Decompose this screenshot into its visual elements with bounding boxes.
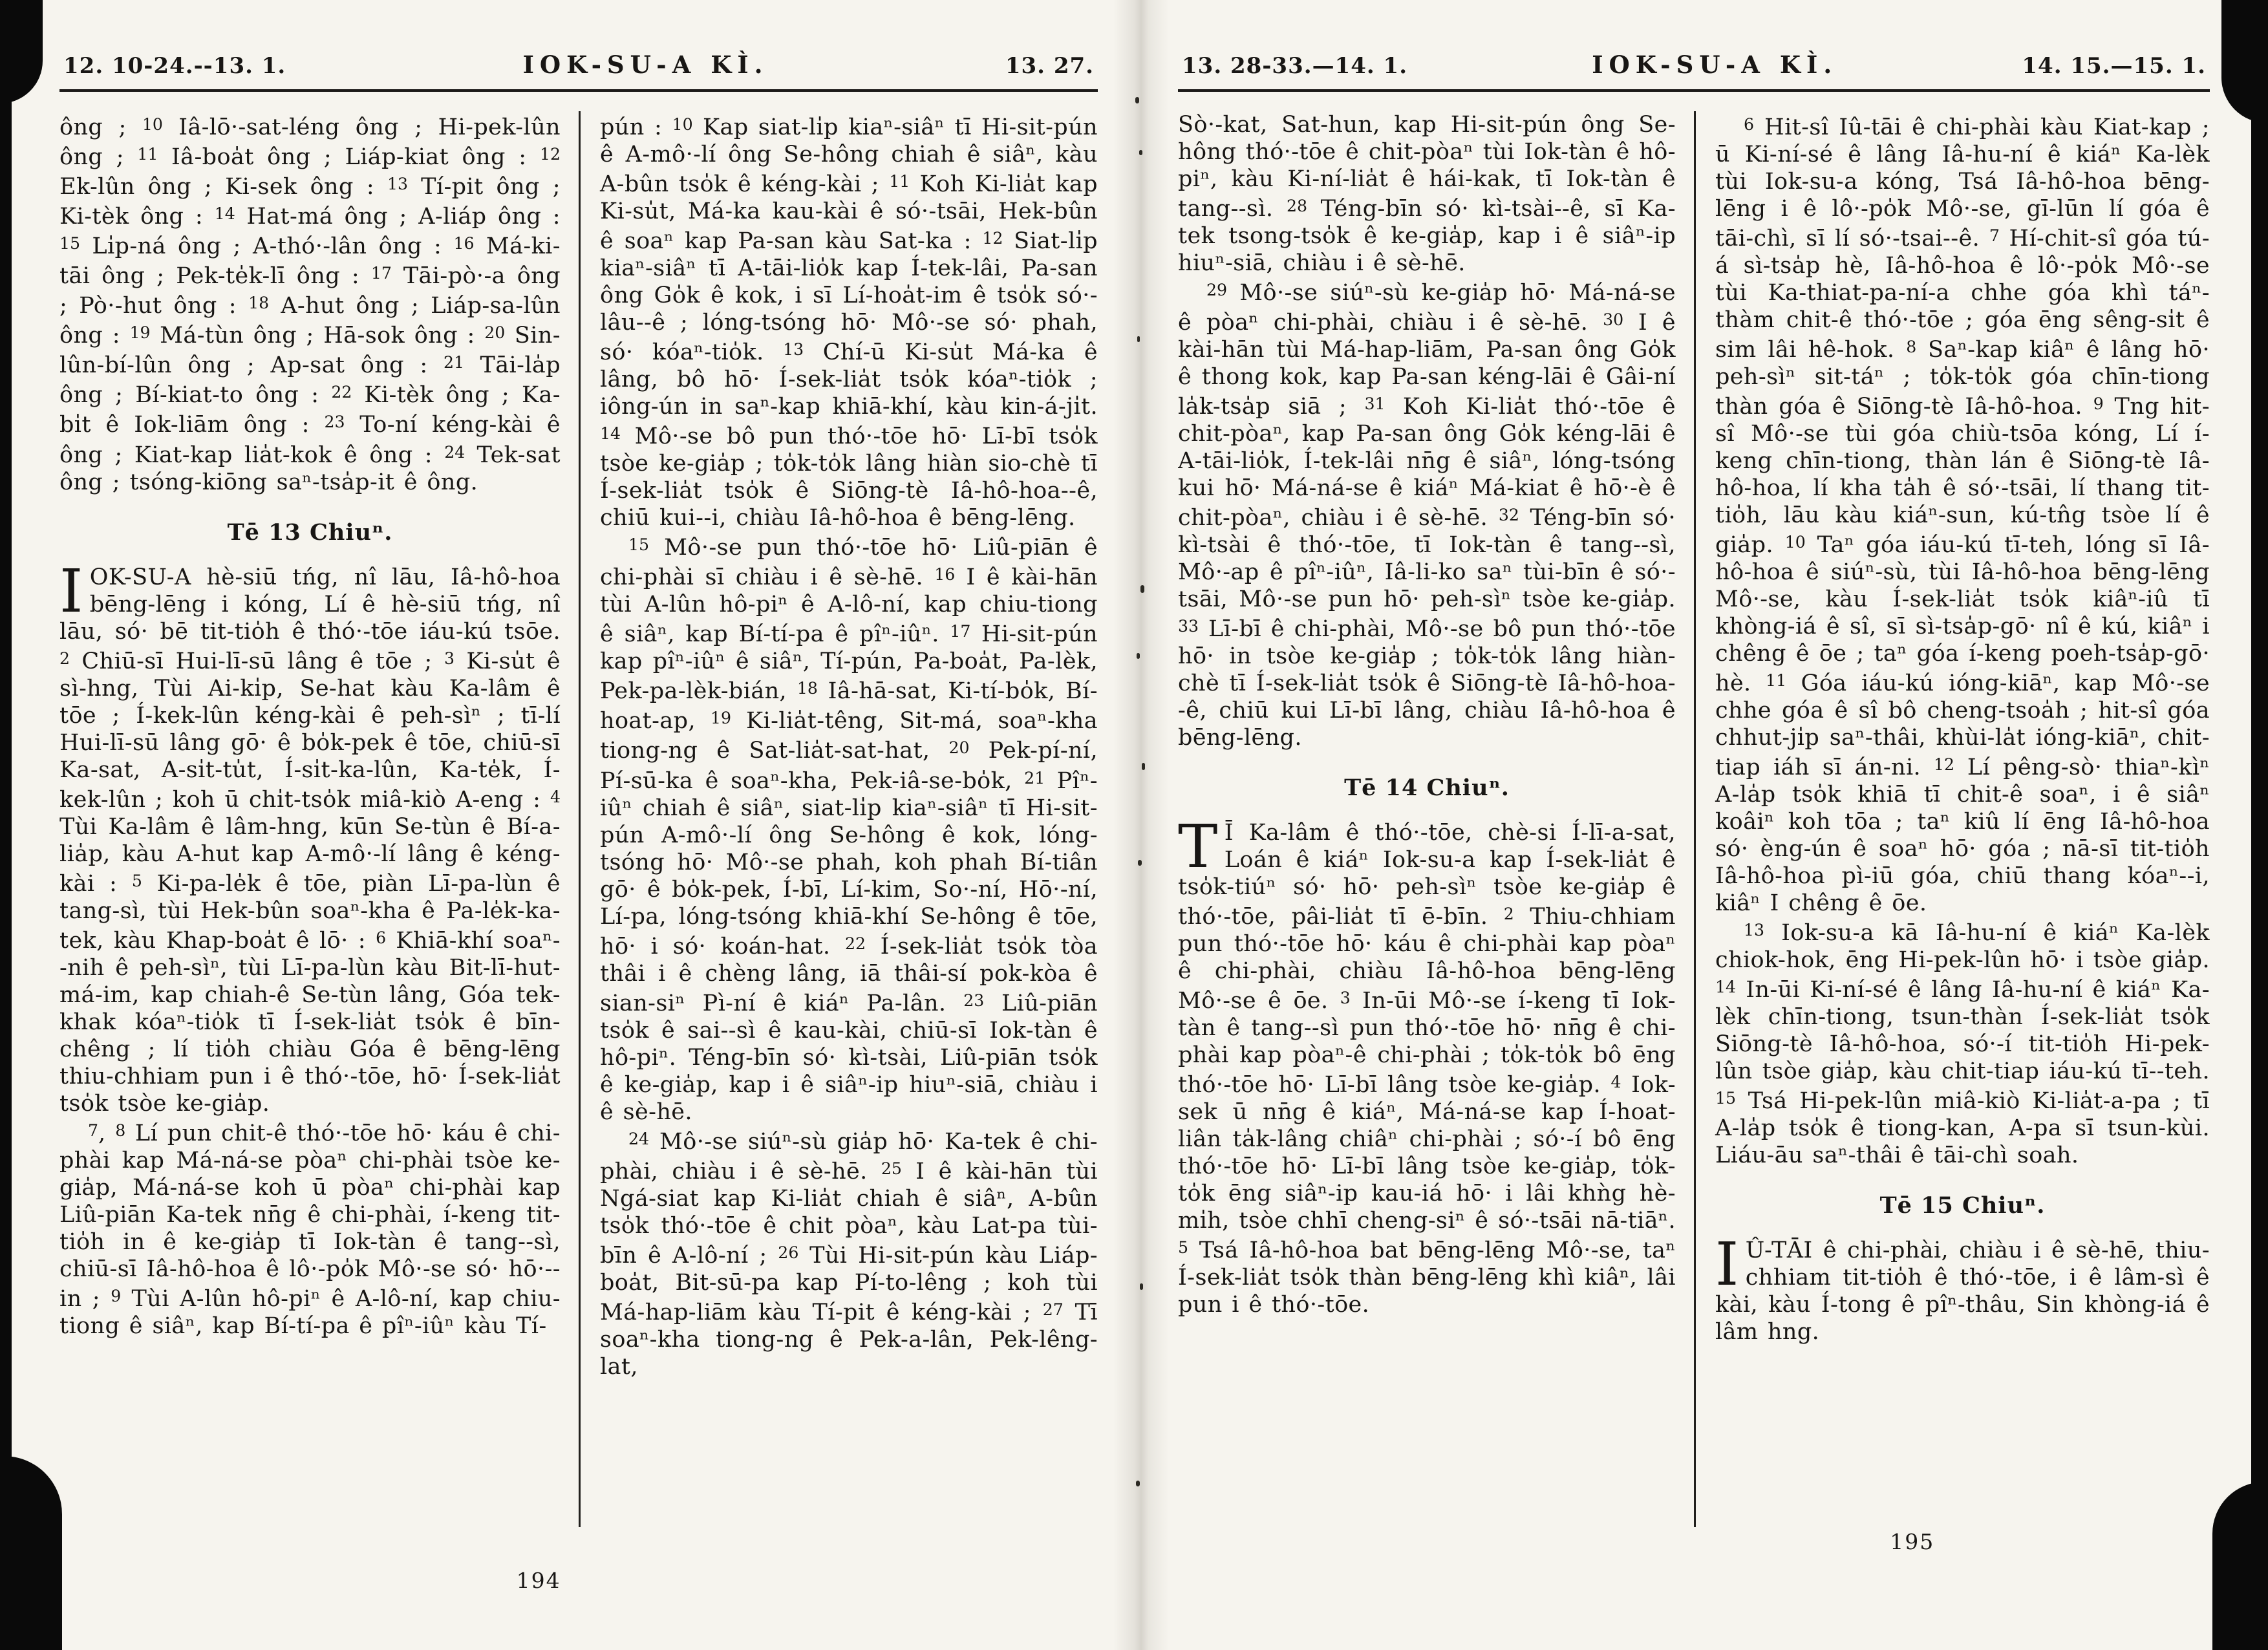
- verse-number: 15: [59, 234, 81, 253]
- verse-number: 15: [1715, 1089, 1737, 1108]
- verse-number: 7: [1989, 226, 2000, 246]
- chapter-heading: Tē 15 Chiuⁿ.: [1879, 1192, 2046, 1219]
- left-page: [59, 34, 1098, 1622]
- scan-corner-bottom-left: [0, 1456, 62, 1650]
- verse-number: 25: [881, 1159, 902, 1178]
- verse-number: 4: [1610, 1073, 1621, 1092]
- chapter-heading: Tē 13 Chiuⁿ.: [227, 519, 393, 546]
- left-page-column-1: [59, 111, 579, 1527]
- verse-number: 12: [982, 229, 1003, 248]
- left-page-header: [59, 34, 1098, 92]
- verse-number: 14: [600, 424, 621, 444]
- verse-number: 23: [963, 991, 985, 1010]
- verse-number: 21: [1024, 768, 1045, 788]
- chapter-opening-paragraph: T Ī Ka-lâm ê thó·-tōe, chè-si Í-lī-a-sat, Loán ê kiáⁿ Iok-su-a kap Í-sek-lia̍t ê tso̍k-tiúⁿ só· hō· peh-sìⁿ tsòe ke-gia̍p ê thó·-tōe, pâi-lia̍t tī ē-bīn. $^2$ Thiu-chhiam pun thó·-tōe hō· káu ê chi-phài kap pòaⁿ ê chi-phài, chiàu Iâ-hô-hoa bēng-lēng Mô·-se ê ōe. $^3$ In-ūi Mô·-se í-keng tī Iok-tàn ê tang--sì pun thó·-tōe hō· nn̄g ê chi-phài kap pòaⁿ-ê chi-phài ; to̍k-to̍k bô ēng thó·-tōe hō· Lī-bī lâng tsòe ke-gia̍p. $^4$ Iok-sek ū nn̄g ê kiáⁿ, Má-ná-se kap Í-hoat-liân ta̍k-lâng chiâⁿ chi-phài ; só·-í bô ēng thó·-tōe hō· Lī-bī lâng tsòe ke-gia̍p, to̍k-to̍k ēng siâⁿ-ip kau-iá hō· i lâi khǹg hè-mi̍h, tsòe chhī cheng-siⁿ ê só·-tsāi nā-tiāⁿ. $^5$ Tsá Iâ-hô-hoa bat bēng-lēng Mô·-se, taⁿ Í-sek-lia̍t tso̍k thàn bēng-lēng khì kiâⁿ, lâi pun i ê thó·-tōe.: [1178, 812, 1676, 1318]
- verse-number: 12: [1933, 755, 1955, 775]
- verse-number: 10: [142, 115, 163, 134]
- chapter-opening-paragraph: I Û-TĀI ê chi-phài, chiàu i ê sè-hē, thiu-chhiam tit-tio̍h ê thó·-tōe, i ê lâm-sì ê kài, kàu Í-tong ê pîⁿ-thâu, Sin khòng-iá ê lâm hng.: [1715, 1230, 2210, 1345]
- verse-number: 26: [778, 1243, 799, 1262]
- verse-number: 16: [934, 565, 956, 584]
- verse-number: 19: [710, 709, 731, 728]
- verse-number: 11: [889, 172, 910, 191]
- verse-number: 27: [1042, 1300, 1064, 1319]
- book-title: IOK-SU-A KÌ.: [1592, 50, 1838, 79]
- scan-speck: [1140, 585, 1144, 593]
- paragraph: $^6$ Hit-sî Iû-tāi ê chi-phài kàu Kiat-kap ; ū Ki-ní-sé ê lâng Iâ-hu-ní ê kiáⁿ Ka-lèk tùi Iok-su-a kóng, Tsá Iâ-hô-hoa bēng-lēng i ê lô·-po̍k Mô·-se, gī-lūn lí góa ê tāi-chì, sī lí só·-tsai--ê. $^7$ Hí-chit-sî góa tú-á sì-tsa̍p hè, Iâ-hô-hoa ê lô·-po̍k Mô·-se tùi Ka-thiat-pa-ní-a chhe góa khì táⁿ-thàm chit-ê thó·-tōe ; góa ēng sêng-si̍t ê sim lâi hê-hok. $^8$ Saⁿ-kap kiâⁿ ê lâng hō· peh-sìⁿ sit-táⁿ ; to̍k-to̍k góa chīn-tiong thàn góa ê Siōng-tè Iâ-hô-hoa. $^9$ Tng hit-sî Mô·-se tùi góa chiù-tsōa kóng, Lí í-keng chīn-tiong, thàn lán ê Siōng-tè Iâ-hô-hoa, lí kha ta̍h ê só·-tsāi, lí thang tit-tio̍h, lāu kàu kiáⁿ-sun, kú-tn̂g tsòe lí ê gia̍p. $^{10}$ Taⁿ góa iáu-kú tī-teh, lóng sī Iâ-hô-hoa ê siúⁿ-sù, tùi Iâ-hô-hoa bēng-lēng Mô·-se, kàu Í-sek-lia̍t tso̍k kiâⁿ-iû tī khòng-iá ê sî, sī sì-tsa̍p-gō· nî ê kú, kiâⁿ i chêng ê ōe ; taⁿ góa í-keng poeh-tsa̍p-gō· hè. $^{11}$ Góa iáu-kú ióng-kiāⁿ, kap Mô·-se chhe góa ê sî bô cheng-tsoa̍h ; hit-sî góa chhut-ji̍p saⁿ-thâi, khùi-la̍t ióng-kiāⁿ, chit-tiap iáh sī án-ni. $^{12}$ Lí pêng-sò· thiaⁿ-kìⁿ A-la̍p tso̍k khiā tī chit-ê soaⁿ, i ê siâⁿ koâiⁿ koh tōa ; taⁿ kiû lí ēng Iâ-hô-hoa só· èng-ún ê soaⁿ hō· góa ; nā-sī tit-tio̍h Iâ-hô-hoa pì-iū góa, chiū thang kóaⁿ--i, kiâⁿ I chêng ê ōe.: [1715, 114, 2210, 917]
- drop-cap: T: [1178, 812, 1218, 882]
- paragraph: pún : $^{10}$ Kap siat-li̍p kiaⁿ-siâⁿ tī Hi-sit-pún ê A-mô·-lí ông Se-hông chiah ê siâⁿ, kàu A-bûn tso̍k ê kéng-kài ; $^{11}$ Koh Ki-lia̍t kap Ki-su̍t, Má-ka kau-kài ê só·-tsāi, Hek-bûn ê soaⁿ kap Pa-san kàu Sat-ka : $^{12}$ Siat-li̍p kiaⁿ-siâⁿ tī A-tāi-lio̍k kap Í-tek-lâi, Pa-san ông Go̍k ê kok, i sī Lí-hoa̍t-im ê tso̍k só·-lâu--ê ; lóng-tsóng hō· Mô·-se só· phah, só· kóaⁿ-tio̍k. $^{13}$ Chí-ū Ki-su̍t Má-ka ê lâng, bô hō· Í-sek-lia̍t tso̍k kóaⁿ-tio̍k ; iông-ún in saⁿ-kap khiā-khí, kàu kin-á-ji̍t. $^{14}$ Mô·-se bô pun thó·-tōe hō· Lī-bī tso̍k tsòe ke-gia̍p ; to̍k-to̍k lâng hiàn sio-chè tī Í-sek-lia̍t tso̍k ê Siōng-tè Iâ-hô-hoa--ê, chiū kui--i, chiàu Iâ-hô-hoa ê bēng-lēng.: [600, 114, 1098, 531]
- verse-number: 7: [88, 1120, 99, 1140]
- verse-number: 18: [248, 294, 270, 313]
- paragraph: $^{29}$ Mô·-se siúⁿ-sù ke-gia̍p hō· Má-ná-se ê pòaⁿ chi-phài, chiàu i ê sè-hē. $^{30}$ I ê kài-hān tùi Má-hap-liām, Pa-san ông Go̍k ê thong kok, kap Pa-san kéng-lāi ê Gâi-ní la̍k-tsa̍p siā ; $^{31}$ Koh Ki-lia̍t thó·-tōe ê chit-pòaⁿ, kap Pa-san ông Go̍k kéng-lāi ê A-tāi-lio̍k, Í-tek-lâi nn̄g ê siâⁿ, lóng-tsóng kui hō· Má-ná-se ê kiáⁿ Má-kiat ê hō·-è ê chit-pòaⁿ, chiàu i ê sè-hē. $^{32}$ Téng-bīn só· kì-tsài ê thó·-tōe, tī Iok-tàn ê tang--sì, Mô·-ap ê pîⁿ-iûⁿ, Iâ-li-ko saⁿ tùi-bīn ê só·-tsāi, Mô·-se pun hō· peh-sìⁿ tsòe ke-gia̍p. $^{33}$ Lī-bī ê chi-phài, Mô·-se bô pun thó·-tōe hō· in tsòe ke-gia̍p ; to̍k-to̍k lâng hiàn-chè tī Í-sek-lia̍t tso̍k ê Siōng-tè Iâ-hô-hoa--ê, chiū kui Lī-bī lâng, chiàu Iâ-hô-hoa ê bēng-lēng.: [1178, 280, 1676, 751]
- verse-number: 11: [1766, 671, 1787, 691]
- verse-number: 28: [1287, 197, 1308, 215]
- page-gutter-shadow: [1113, 0, 1169, 1650]
- verse-number: 18: [797, 679, 818, 698]
- right-page-column-2: [1694, 111, 2210, 1527]
- verse-number: 8: [115, 1120, 126, 1140]
- verse-number: 32: [1498, 506, 1519, 525]
- verse-ref-left: 12. 10-24.--13. 1.: [63, 53, 286, 79]
- verse-number: 6: [1744, 115, 1755, 134]
- verse-number: 15: [628, 535, 650, 555]
- verse-number: 24: [628, 1129, 650, 1148]
- verse-number: 16: [453, 234, 475, 253]
- verse-number: 33: [1178, 617, 1199, 636]
- scan-speck: [1139, 150, 1142, 155]
- text-columns: [1178, 111, 2210, 1527]
- scan-speck: [1137, 336, 1140, 342]
- verse-number: 17: [950, 622, 971, 641]
- scan-edge-left: [0, 0, 12, 1650]
- scan-speck: [1136, 1481, 1140, 1486]
- verse-ref-right: 14. 15.—15. 1.: [2022, 53, 2206, 79]
- chapter-opening-paragraph: IOK-SU-A hè-siū tńg, nî lāu, Iâ-hô-hoa bēng-lēng i kóng, Lí ê hè-siū tńg, nî lāu, só· bē tit-tio̍h ê thó·-tōe iáu-kú tsōe. $^2$ Chiū-sī Hui-lī-sū lâng ê tōe ; $^3$ Ki-su̍t ê sì-hng, Tùi Ai-ki̍p, Se-hat kàu Ka-lâm ê tōe ; Í-kek-lûn kéng-kài ê peh-sìⁿ ; tī-lí Hui-lī-sū lâng gō· ê bo̍k-pek ê tōe, chiū-sī Ka-sat, A-si̍t-tu̍t, Í-si̍t-ka-lûn, Ka-te̍k, Í-kek-lûn ; koh ū chi̍t-tso̍k miâ-kiò A-eng : $^4$ Tùi Ka-lâm ê lâm-hng, kūn Se-tùn ê Bí-a-lia̍p, kàu A-hut kap A-mô·-lí lâng ê kéng-kài : $^5$ Ki-pa-le̍k ê tōe, piàn Lī-pa-lùn ê tang-sì, tùi Hek-bûn soaⁿ-kha ê Pa-le̍k-ka-tek, kàu Khap-boa̍t ê lō· : $^6$ Khiā-khí soaⁿ--nih ê peh-sìⁿ, tùi Lī-pa-lùn kàu Bit-lī-hut-má-im, kap chiah-ê Se-tùn lâng, Góa tek-khak kóaⁿ-tio̍k tī Í-sek-lia̍t tso̍k ê bīn-chêng ; lí tio̍h chiàu Góa ê bēng-lēng thiu-chhiam pun i ê thó·-tōe, hō· Í-sek-lia̍t tso̍k tsòe ke-gia̍p.: [59, 556, 561, 1117]
- verse-number: 24: [444, 442, 465, 462]
- scan-speck: [1140, 1283, 1143, 1290]
- right-page-column-1: [1178, 111, 1694, 1527]
- verse-number: 19: [129, 323, 151, 343]
- verse-ref-right: 13. 27.: [1005, 53, 1094, 79]
- drop-cap: I: [1715, 1230, 1739, 1300]
- verse-number: 3: [1340, 989, 1351, 1008]
- verse-number: 9: [2093, 394, 2104, 414]
- drop-cap: I: [59, 556, 83, 626]
- scan-edge-right: [2251, 0, 2268, 1650]
- verse-number: 6: [376, 928, 387, 947]
- paragraph: $^7$, $^8$ Lí pun chit-ê thó·-tōe hō· káu ê chi-phài kap Má-ná-se pòaⁿ chi-phài tsòe ke-gia̍p, Má-ná-se koh ū pòaⁿ chi-phài kap Liû-piān Ka-tek nn̄g ê chi-phài, í-keng tit-tio̍h in ê ke-gia̍p tī Iok-tàn ê tang--sì, chiū-sī Iâ-hô-hoa ê lô·-po̍k Mô·-se só· hō·--in ; $^9$ Tùi A-lûn hô-piⁿ ê A-lô-ní, kap chiu-tiong ê siâⁿ, kap Bí-tí-pa ê pîⁿ-iûⁿ kàu Tí-: [59, 1120, 561, 1339]
- verse-number: 8: [1906, 338, 1917, 357]
- paragraph: $^{24}$ Mô·-se siúⁿ-sù gia̍p hō· Ka-tek ê chi-phài, chiàu i ê sè-hē. $^{25}$ I ê kài-hān tùi Ngá-siat kap Ki-lia̍t chiah ê siâⁿ, A-bûn tso̍k thó·-tōe ê chit pòaⁿ, kàu Lat-pa tùi-bīn ê A-lô-ní ; $^{26}$ Tùi Hi-sit-pún kàu Liáp-boa̍t, Bit-sū-pa kap Pí-to-lêng ; koh tùi Má-hap-liām kàu Tí-pit ê kéng-kài ; $^{27}$ Tī soaⁿ-kha tiong-ng ê Pek-a-lân, Pek-lêng-lat,: [600, 1128, 1098, 1380]
- scan-corner-top-right: [2221, 0, 2268, 123]
- page-number: 194: [516, 1568, 561, 1593]
- verse-number: 29: [1206, 281, 1228, 300]
- verse-number: 30: [1603, 310, 1624, 330]
- verse-number: 10: [1784, 533, 1806, 552]
- verse-number: 20: [484, 323, 506, 343]
- verse-number: 2: [59, 648, 70, 668]
- verse-number: 17: [370, 264, 392, 283]
- verse-number: 13: [387, 175, 409, 194]
- verse-number: 31: [1364, 394, 1385, 414]
- paragraph: Sò·-kat, Sat-hun, kap Hi-sit-pún ông Se-hông thó·-tōe ê chit-pòaⁿ tùi Iok-tàn ê hô-piⁿ, kàu Ki-ní-lia̍t ê hái-kak, tī Iok-tàn ê tang--sì. $^{28}$ Téng-bīn só· kì-tsài--ê, sī Ka-tek tsong-tso̍k ê ke-gia̍p, kap i ê siâⁿ-ip hiuⁿ-siā, chiàu i ê sè-hē.: [1178, 112, 1676, 277]
- verse-number: 11: [137, 145, 158, 164]
- verse-number: 20: [948, 738, 970, 758]
- scan-speck: [1135, 97, 1139, 103]
- text-columns: [59, 111, 1098, 1527]
- verse-number: 23: [324, 412, 345, 432]
- scan-speck: [1137, 653, 1140, 659]
- verse-number: 13: [1744, 921, 1765, 940]
- verse-number: 13: [783, 340, 804, 359]
- verse-number: 12: [539, 145, 561, 164]
- right-page-header: [1178, 34, 2210, 92]
- page-number: 195: [1890, 1529, 1935, 1554]
- scan-speck: [1138, 860, 1142, 866]
- verse-number: 22: [331, 383, 352, 402]
- verse-ref-left: 13. 28-33.—14. 1.: [1182, 53, 1408, 79]
- verse-number: 14: [214, 204, 235, 224]
- paragraph: ông ; $^{10}$ Iâ-lō·-sat-léng ông ; Hi-pek-lûn ông ; $^{11}$ Iâ-boa̍t ông ; Liáp-kiat ông : $^{12}$ Ek-lûn ông ; Ki-sek ông : $^{13}$ Tí-pit ông ; Ki-tèk ông : $^{14}$ Hat-má ông ; A-liáp ông : $^{15}$ Li̍p-ná ông ; A-thó·-lân ông : $^{16}$ Má-ki-tāi ông ; Pek-te̍k-lī ông : $^{17}$ Tāi-pò·-a ông ; Pò·-hut ông : $^{18}$ A-hut ông ; Liáp-sa-lûn ông : $^{19}$ Má-tùn ông ; Hā-sok ông : $^{20}$ Sin-lûn-bí-lûn ông ; Ap-sat ông : $^{21}$ Tāi-la̍p ông ; Bí-kiat-to ông : $^{22}$ Ki-tèk ông ; Ka-bi̍t ê Iok-liām ông : $^{23}$ To-ní kéng-kài ê ông ; Kiat-kap lia̍t-kok ê ông : $^{24}$ Tek-sat ông ; tsóng-kiōng saⁿ-tsa̍p-it ê ông.: [59, 114, 561, 495]
- verse-number: 5: [1178, 1238, 1189, 1258]
- verse-number: 3: [444, 648, 455, 668]
- right-page: [1178, 34, 2210, 1622]
- paragraph: $^{13}$ Iok-su-a kā Iâ-hu-ní ê kiáⁿ Ka-lèk chiok-hok, ēng Hi-pek-lûn hō· i tsòe gia̍p. $^{14}$ In-ūi Ki-ní-sé ê lâng Iâ-hu-ní ê kiáⁿ Ka-lèk chīn-tiong, tsun-thàn Í-sek-lia̍t tso̍k Siōng-tè Iâ-hô-hoa, só·-í tit-tio̍h Hi-pek-lûn tsòe gia̍p, kàu chit-tiap iáu-kú tī--teh. $^{15}$ Tsá Hi-pek-lûn miâ-kiò Ki-lia̍t-a-pa ; tī A-la̍p tso̍k ê tiong-kan, A-pa sī tsun-kùi. Liáu-āu saⁿ-thâi ê tāi-chì soah.: [1715, 920, 2210, 1169]
- paragraph: $^{15}$ Mô·-se pun thó·-tōe hō· Liû-piān ê chi-phài sī chiàu i ê sè-hē. $^{16}$ I ê kài-hān tùi A-lûn hô-piⁿ ê A-lô-ní, kap chiu-tiong ê siâⁿ, kap Bí-tí-pa ê pîⁿ-iûⁿ. $^{17}$ Hi-sit-pún kap pîⁿ-iûⁿ ê siâⁿ, Tí-pún, Pa-boa̍t, Pa-lèk, Pek-pa-lèk-bián, $^{18}$ Iâ-hā-sat, Ki-tí-bo̍k, Bí-hoat-ap, $^{19}$ Ki-lia̍t-têng, Sit-má, soaⁿ-kha tiong-ng ê Sat-lia̍t-sat-hat, $^{20}$ Pek-pí-ní, Pí-sū-ka ê soaⁿ-kha, Pek-iâ-se-bo̍k, $^{21}$ Pîⁿ-iûⁿ chiah ê siâⁿ, siat-li̍p kiaⁿ-siâⁿ tī Hi-sit-pún A-mô·-lí ông Se-hông ê kok, lóng-tsóng hō· Mô·-se phah, koh phah Bí-tiân gō· ê bo̍k-pek, Í-bī, Lí-kim, So·-ní, Hō·-ní, Lí-pa, lóng-tsóng khiā-khí Se-hông ê tōe, hō· i só· koán-hat. $^{22}$ Í-sek-lia̍t tso̍k tòa thâi i ê chèng lâng, iā thâi-sí pok-kòa ê sian-siⁿ Pì-ní ê kiáⁿ Pa-lân. $^{23}$ Liû-piān tso̍k ê sai--sì ê kau-kài, chiū-sī Iok-tàn ê hô-piⁿ. Téng-bīn só· kì-tsài, Liû-piān tso̍k ê ke-gia̍p, kap i ê siâⁿ-ip hiuⁿ-siā, chiàu i ê sè-hē.: [600, 535, 1098, 1125]
- book-title: IOK-SU-A KÌ.: [522, 50, 769, 79]
- verse-number: 22: [844, 934, 866, 953]
- verse-number: 4: [550, 787, 561, 806]
- scan-corner-bottom-right: [2212, 1482, 2268, 1650]
- scan-corner-top-left: [0, 0, 43, 103]
- left-page-column-2: [579, 111, 1098, 1527]
- verse-number: 21: [444, 353, 465, 372]
- verse-number: 14: [1715, 978, 1737, 997]
- verse-number: 10: [672, 115, 693, 134]
- verse-number: 5: [131, 871, 142, 890]
- verse-number: 2: [1503, 905, 1514, 924]
- chapter-heading: Tē 14 Chiuⁿ.: [1344, 775, 1510, 802]
- scan-speck: [1142, 763, 1145, 770]
- verse-number: 9: [111, 1286, 122, 1305]
